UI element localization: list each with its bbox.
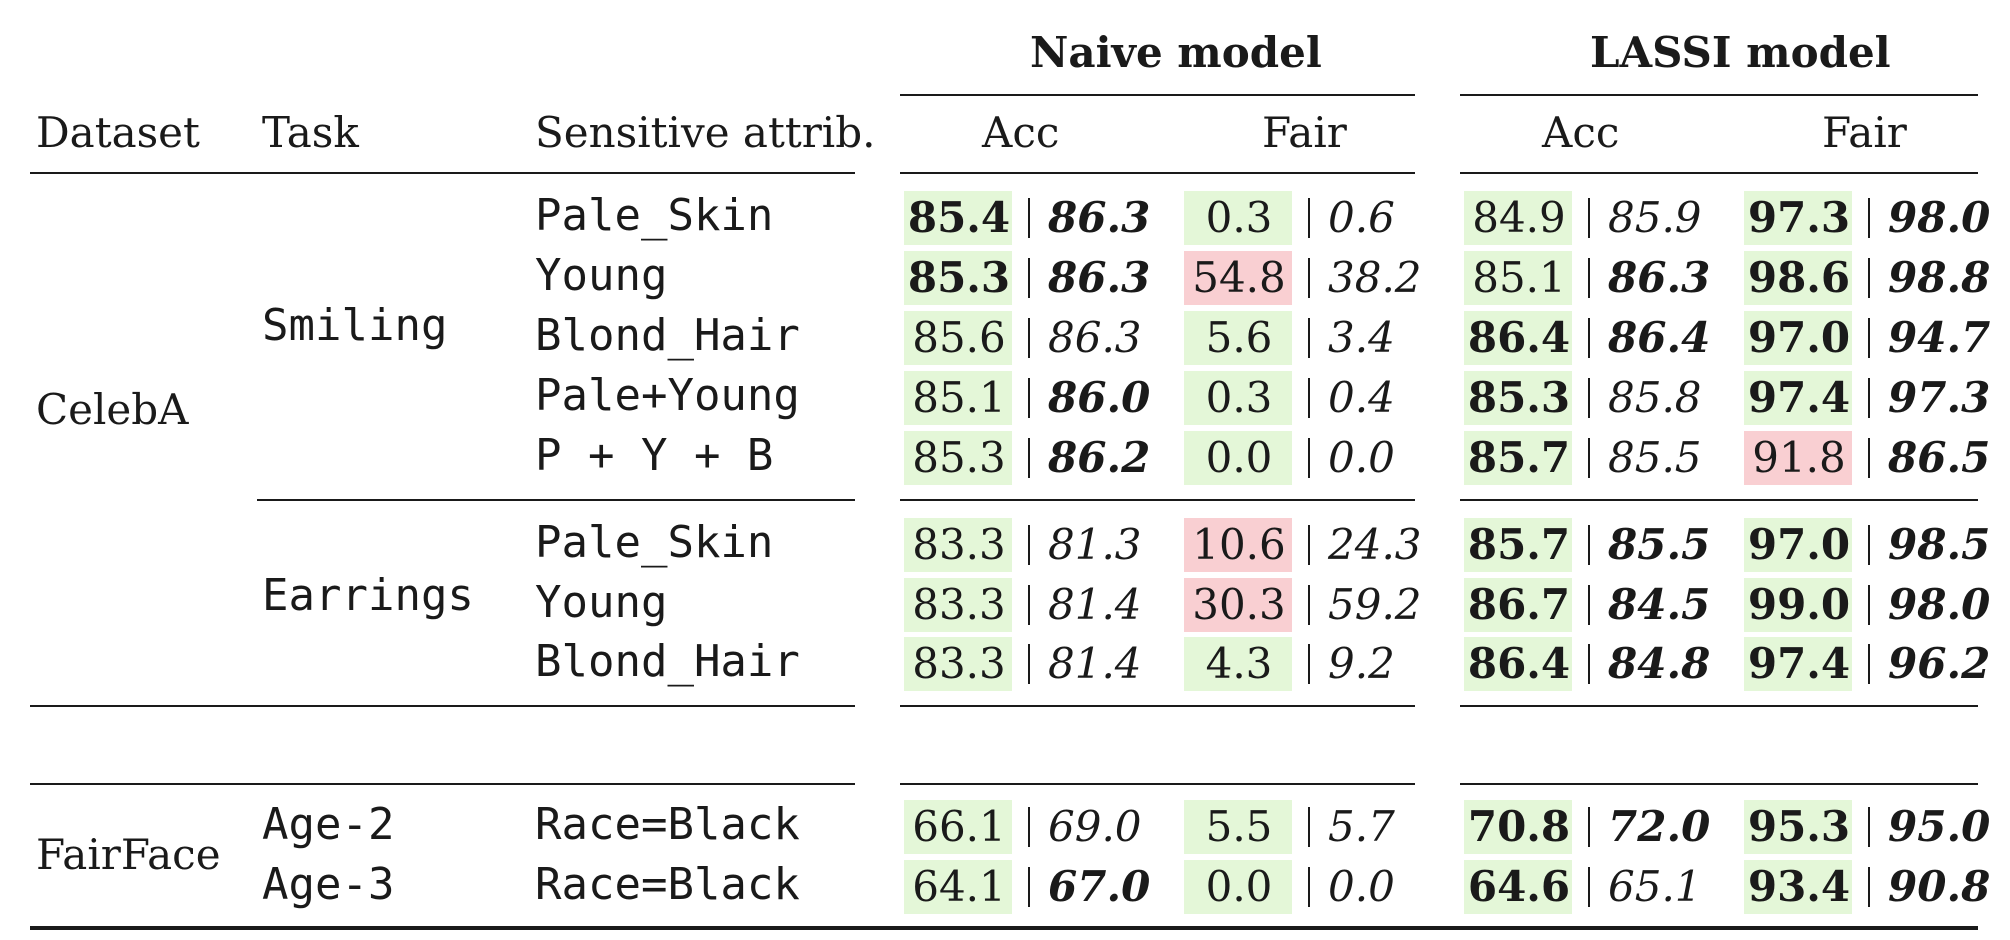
sensitive-attribute-cell: Pale_Skin (535, 517, 774, 568)
sensitive-attribute-cell: Blond_Hair (535, 636, 800, 687)
task-label: Smiling (262, 300, 448, 351)
metric-value: 64.1 (912, 862, 1006, 911)
metric-secondary-value: 0.0 (1328, 433, 1395, 482)
metric-value: 85.7 (1467, 433, 1571, 482)
sensitive-attribute-cell: Young (535, 577, 668, 628)
metric-value: 93.4 (1747, 862, 1851, 911)
metric-value: 85.1 (912, 373, 1006, 422)
metric-value: 99.0 (1747, 580, 1851, 629)
metric-secondary-value: 86.0 (1048, 373, 1151, 422)
task-label: Age-3 (262, 859, 395, 910)
metric-secondary-value: 94.7 (1888, 313, 1991, 362)
fairface-start-rule-lassi (1460, 783, 1978, 785)
celeba-end-rule-naive (900, 705, 1415, 707)
header-rule-left (30, 172, 855, 174)
metric-secondary-value: 84.5 (1608, 580, 1711, 629)
metric-value: 98.6 (1747, 253, 1851, 302)
naive-acc-header: Acc (982, 108, 1060, 157)
metric-value: 91.8 (1752, 433, 1846, 482)
sensitive-attribute-cell: Young (535, 250, 668, 301)
metric-value: 97.0 (1747, 520, 1851, 569)
dataset-label: CelebA (36, 385, 189, 434)
metric-secondary-value: 59.2 (1328, 580, 1422, 629)
metric-secondary-value: 98.5 (1888, 520, 1991, 569)
lassi-model-header: LASSI model (1590, 28, 1891, 77)
metric-secondary-value: 85.5 (1608, 520, 1711, 569)
metric-secondary-value: 90.8 (1888, 862, 1991, 911)
metric-secondary-value: 65.1 (1608, 862, 1702, 911)
metric-secondary-value: 86.5 (1888, 433, 1991, 482)
metric-secondary-value: 69.0 (1048, 802, 1142, 851)
metric-value: 85.6 (912, 313, 1006, 362)
sensitive-attribute-column-header: Sensitive attrib. (535, 108, 876, 157)
metric-value: 97.0 (1747, 313, 1851, 362)
metric-secondary-value: 85.8 (1608, 373, 1702, 422)
metric-secondary-value: 0.6 (1328, 193, 1395, 242)
metric-value: 97.4 (1747, 373, 1851, 422)
metric-value: 54.8 (1192, 253, 1286, 302)
metric-value: 83.3 (912, 580, 1006, 629)
dataset-label: FairFace (36, 830, 221, 879)
metric-value: 66.1 (912, 802, 1006, 851)
metric-secondary-value: 98.8 (1888, 253, 1991, 302)
sensitive-attribute-cell: Pale+Young (535, 370, 800, 421)
naive-model-header: Naive model (1030, 28, 1322, 77)
sensitive-attribute-cell: Race=Black (535, 859, 800, 910)
metric-value: 86.4 (1467, 313, 1571, 362)
metric-value: 83.3 (912, 520, 1006, 569)
metric-secondary-value: 85.9 (1608, 193, 1702, 242)
celeba-end-rule-left (30, 705, 855, 707)
metric-secondary-value: 3.4 (1328, 313, 1395, 362)
metric-value: 84.9 (1472, 193, 1566, 242)
metric-value: 83.3 (912, 639, 1006, 688)
smiling-block-rule-naive (900, 499, 1415, 501)
metric-secondary-value: 86.3 (1048, 313, 1142, 362)
metric-secondary-value: 86.3 (1048, 193, 1151, 242)
metric-value: 85.4 (907, 193, 1011, 242)
metric-secondary-value: 81.4 (1048, 580, 1142, 629)
celeba-end-rule-lassi (1460, 705, 1978, 707)
metric-value: 5.6 (1205, 313, 1273, 362)
metric-value: 5.5 (1205, 802, 1273, 851)
metric-value: 97.4 (1747, 639, 1851, 688)
metric-secondary-value: 86.4 (1608, 313, 1711, 362)
metric-secondary-value: 9.2 (1328, 639, 1395, 688)
task-label: Age-2 (262, 799, 395, 850)
metric-value: 85.3 (1467, 373, 1571, 422)
metric-secondary-value: 98.0 (1888, 580, 1991, 629)
header-rule-naive (900, 172, 1415, 174)
metric-value: 64.6 (1467, 862, 1571, 911)
fairface-start-rule-left (30, 783, 855, 785)
fairface-start-rule-naive (900, 783, 1415, 785)
dataset-column-header: Dataset (36, 108, 200, 157)
metric-secondary-value: 84.8 (1608, 639, 1711, 688)
metric-secondary-value: 5.7 (1328, 802, 1395, 851)
metric-value: 0.0 (1205, 862, 1273, 911)
sensitive-attribute-cell: Race=Black (535, 799, 800, 850)
metric-secondary-value: 86.3 (1608, 253, 1711, 302)
metric-secondary-value: 0.4 (1328, 373, 1395, 422)
metric-secondary-value: 24.3 (1328, 520, 1422, 569)
metric-value: 85.3 (912, 433, 1006, 482)
metric-value: 4.3 (1205, 639, 1273, 688)
sensitive-attribute-cell: P + Y + B (535, 430, 774, 481)
metric-value: 85.3 (907, 253, 1011, 302)
metric-secondary-value: 86.3 (1048, 253, 1151, 302)
task-column-header: Task (262, 108, 359, 157)
metric-secondary-value: 72.0 (1608, 802, 1711, 851)
metric-secondary-value: 81.4 (1048, 639, 1142, 688)
metric-value: 0.3 (1205, 373, 1273, 422)
metric-value: 95.3 (1747, 802, 1851, 851)
metric-secondary-value: 96.2 (1888, 639, 1991, 688)
metric-value: 86.4 (1467, 639, 1571, 688)
naive-fair-header: Fair (1262, 108, 1347, 157)
sensitive-attribute-cell: Pale_Skin (535, 190, 774, 241)
sensitive-attribute-cell: Blond_Hair (535, 310, 800, 361)
metric-secondary-value: 38.2 (1328, 253, 1422, 302)
metric-secondary-value: 81.3 (1048, 520, 1142, 569)
metric-value: 97.3 (1747, 193, 1851, 242)
table-bottom-rule (30, 926, 1978, 930)
metric-value: 30.3 (1192, 580, 1286, 629)
metric-value: 85.7 (1467, 520, 1571, 569)
lassi-acc-header: Acc (1542, 108, 1620, 157)
metric-value: 85.1 (1472, 253, 1566, 302)
metric-value: 70.8 (1467, 802, 1571, 851)
smiling-block-rule-lassi (1460, 499, 1978, 501)
metric-value: 86.7 (1467, 580, 1571, 629)
task-label: Earrings (262, 570, 474, 621)
metric-secondary-value: 0.0 (1328, 862, 1395, 911)
metric-secondary-value: 86.2 (1048, 433, 1151, 482)
metric-secondary-value: 67.0 (1048, 862, 1151, 911)
metric-secondary-value: 85.5 (1608, 433, 1702, 482)
metric-value: 0.3 (1205, 193, 1273, 242)
metric-value: 10.6 (1192, 520, 1286, 569)
header-rule-lassi (1460, 172, 1978, 174)
metric-secondary-value: 95.0 (1888, 802, 1991, 851)
naive-group-rule (900, 94, 1415, 96)
metric-secondary-value: 98.0 (1888, 193, 1991, 242)
smiling-block-rule-left (257, 499, 855, 501)
lassi-group-rule (1460, 94, 1978, 96)
metric-value: 0.0 (1205, 433, 1273, 482)
metric-secondary-value: 97.3 (1888, 373, 1991, 422)
lassi-fair-header: Fair (1822, 108, 1907, 157)
